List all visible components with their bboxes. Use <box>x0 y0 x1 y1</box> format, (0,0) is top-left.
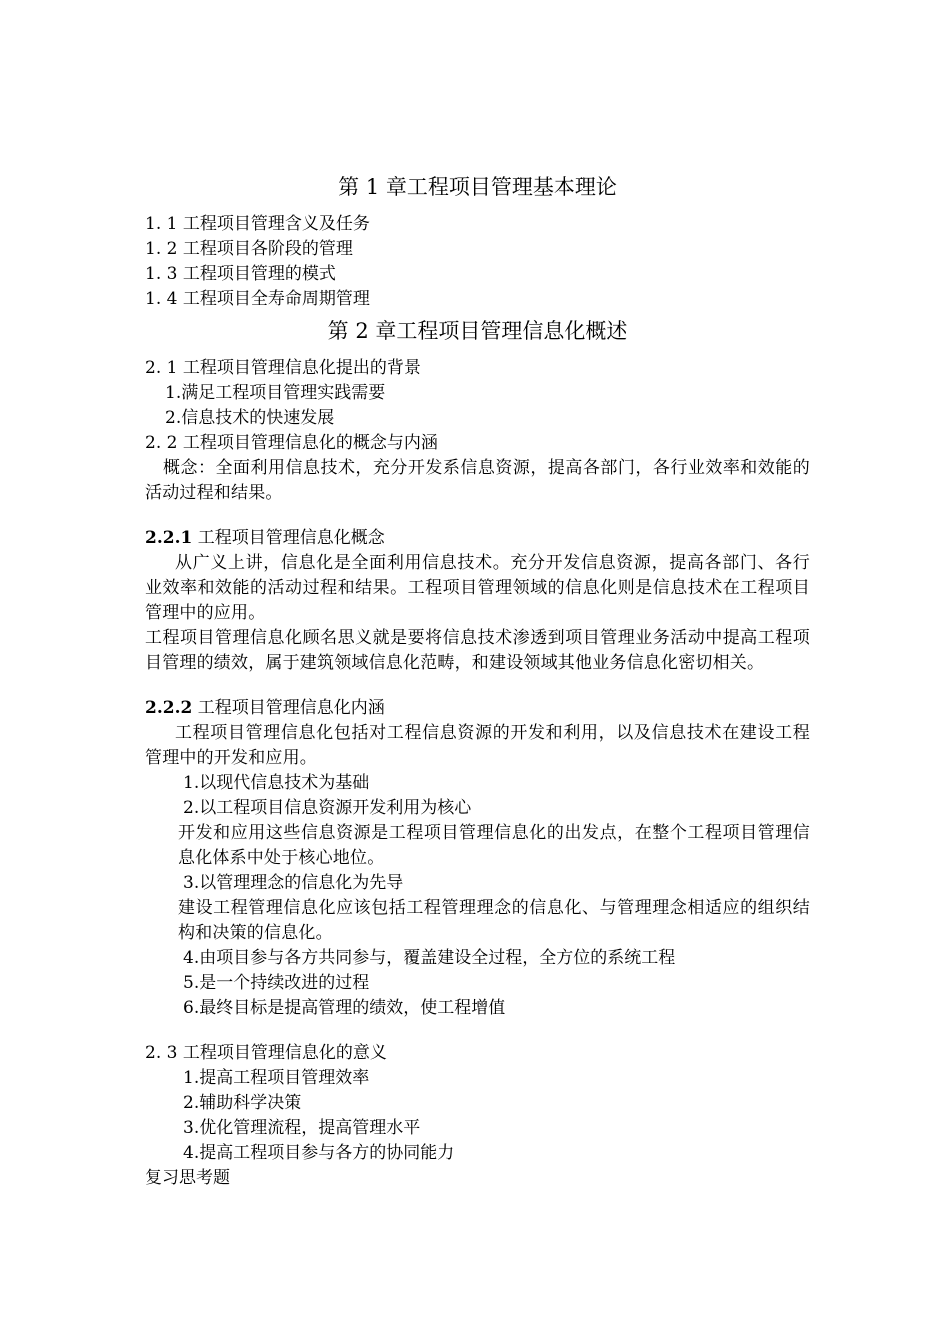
section-2-2-2-heading <box>145 696 810 721</box>
list-item: 3.以管理理念的信息化为先导 <box>183 873 404 893</box>
list-item: 1.提高工程项目管理效率 <box>183 1068 370 1088</box>
list-item: 4.提高工程项目参与各方的协同能力 <box>183 1143 455 1163</box>
spacer <box>145 506 810 526</box>
paragraph: 工程项目管理信息化包括对工程信息资源的开发和利用，以及信息技术在建设工程管理中的开发和应用。 <box>145 723 810 768</box>
section-number: 2.2.2 <box>145 698 193 718</box>
spacer <box>145 1021 810 1041</box>
section-2-1-heading: 2. 1 工程项目管理信息化提出的背景 <box>145 358 421 378</box>
list-item: 6.最终目标是提高管理的绩效，使工程增值 <box>183 998 506 1018</box>
list-item: 2.辅助科学决策 <box>183 1093 302 1113</box>
list-item: 5.是一个持续改进的过程 <box>183 973 370 993</box>
section-number: 2.2.1 <box>145 528 193 548</box>
paragraph: 工程项目管理信息化顾名思义就是要将信息技术渗透到项目管理业务活动中提高工程项目管理的绩效，属于建筑领域信息化范畴，和建设领域其他业务信息化密切相关。 <box>145 628 810 673</box>
toc-item: 1. 2 工程项目各阶段的管理 <box>145 239 353 259</box>
list-item: 2.信息技术的快速发展 <box>165 408 335 428</box>
list-item: 1.以现代信息技术为基础 <box>183 773 370 793</box>
list-item: 2.以工程项目信息资源开发利用为核心 <box>183 798 472 818</box>
spacer <box>145 676 810 696</box>
list-item: 4.由项目参与各方共同参与，覆盖建设全过程，全方位的系统工程 <box>183 948 676 968</box>
concept-paragraph: 概念：全面利用信息技术，充分开发系信息资源，提高各部门，各行业效率和效能的活动过程和结果。 <box>145 458 810 503</box>
toc-item: 1. 4 工程项目全寿命周期管理 <box>145 289 370 309</box>
toc-item: 1. 3 工程项目管理的模式 <box>145 264 336 284</box>
document-page <box>145 170 810 1191</box>
review-questions-heading: 复习思考题 <box>145 1168 230 1188</box>
paragraph: 从广义上讲，信息化是全面利用信息技术。充分开发信息资源，提高各部门、各行业效率和效能的活动过程和结果。工程项目管理领域的信息化则是信息技术在工程项目管理中的应用。 <box>145 553 810 623</box>
chapter-2-title: 第 2 章工程项目管理信息化概述 <box>327 319 628 343</box>
section-2-3-heading: 2. 3 工程项目管理信息化的意义 <box>145 1043 387 1063</box>
list-item: 1.满足工程项目管理实践需要 <box>165 383 386 403</box>
list-item-description: 建设工程管理信息化应该包括工程管理理念的信息化、与管理理念相适应的组织结构和决策的信息化。 <box>178 898 810 943</box>
section-title: 工程项目管理信息化概念 <box>192 528 385 548</box>
section-title: 工程项目管理信息化内涵 <box>192 698 385 718</box>
list-item: 3.优化管理流程，提高管理水平 <box>183 1118 421 1138</box>
section-2-2-1-heading <box>145 526 810 551</box>
chapter-1-title: 第 1 章工程项目管理基本理论 <box>338 175 617 199</box>
section-2-2-heading: 2. 2 工程项目管理信息化的概念与内涵 <box>145 433 438 453</box>
list-item-description: 开发和应用这些信息资源是工程项目管理信息化的出发点，在整个工程项目管理信息化体系中处于核心地位。 <box>178 823 810 868</box>
toc-item: 1. 1 工程项目管理含义及任务 <box>145 214 370 234</box>
